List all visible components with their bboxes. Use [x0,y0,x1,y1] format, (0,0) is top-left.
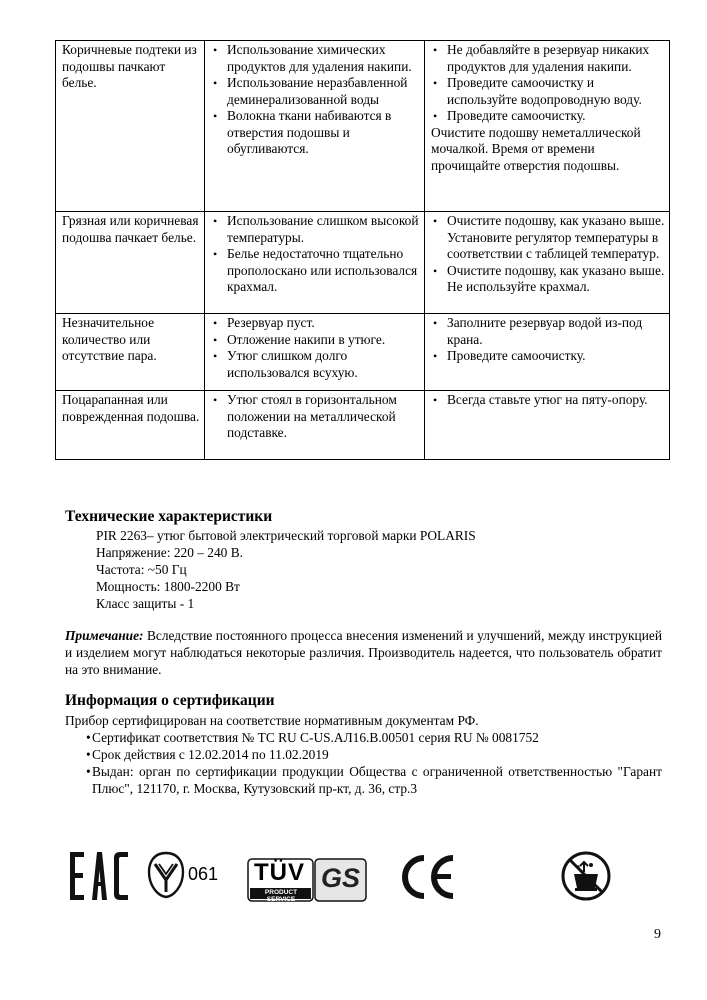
cause-cell [205,41,425,212]
cause-item: • Утюг стоял в горизонтальном положении на металлической подставке. [211,392,420,442]
cause-item: • Резервуар пуст. [211,315,420,332]
eac-logo [70,852,128,900]
solution-item: • Проведите самоочистку и используйте водопроводную воду. [431,75,665,108]
troubleshooting-table [55,40,670,460]
note-paragraph [65,627,662,678]
solution-item: • Очистите подошву, как указано выше. Установите регулятор температуры в соответствии с таблицей температур. [431,213,665,263]
cause-item: • Использование химических продуктов для удаления накипи. [211,42,420,75]
cause-cell [205,391,425,460]
spec-line: Частота: ~50 Гц [96,562,187,577]
tuv-subtext: PRODUCT SERVICE [264,889,298,903]
gs-text: GS [321,863,361,893]
spec-line: PIR 2263– утюг бытовой электрический торговой марки POLARIS [96,528,476,543]
problem-text: Грязная или коричневая подошва пачкает белье. [62,213,199,245]
note-label: Примечание: [65,628,144,643]
table-row [56,314,670,391]
solution-text: Очистите подошву неметаллической мочалкой. Время от времени прочищайте отверстия подошвы. [431,124,641,173]
cause-cell [205,212,425,314]
specs-heading: Технические характеристики [65,508,273,525]
cause-item: • Использование слишком высокой температуры. [211,213,420,246]
certification-heading: Информация о сертификации [65,692,275,709]
certification-list [65,729,662,797]
problem-text: Коричневые подтеки из подошвы пачкают белье. [62,42,197,90]
problem-cell [56,212,205,314]
problem-cell [56,391,205,460]
solution-item: • Не добавляйте в резервуар никаких продуктов для удаления накипи. [431,42,665,75]
certification-item: • Сертификат соответствия № TC RU C-US.АЛ16.В.00501 серия RU № 0081752 [65,729,662,746]
table-row [56,41,670,212]
page-number: 9 [654,927,661,942]
cause-item: • Отложение накипи в утюге. [211,332,420,349]
cause-item: • Использование неразбавленной деминерализованной воды [211,75,420,108]
solution-item: • Проведите самоочистку. [431,348,665,365]
spec-line: Класс защиты - 1 [96,596,195,611]
certification-item: • Срок действия с 12.02.2014 по 11.02.2019 [65,746,662,763]
solution-cell [425,314,670,391]
certification-intro: Прибор сертифицирован на соответствие нормативным документам РФ. [65,713,479,728]
problem-cell [56,314,205,391]
table-row [56,212,670,314]
solution-cell [425,212,670,314]
conformity-code: 061 [188,864,219,884]
cause-cell [205,314,425,391]
cause-item: • Белье недостаточно тщательно прополоскано или использовался крахмал. [211,246,420,296]
disposal-prohibited-icon [560,850,612,902]
note-text: Вследствие постоянного процесса внесения изменений и улучшений, между инструкцией и изделием могут наблюдаться некоторые различия. Производитель надеется, что пользователь обратит на это внимание. [65,628,662,677]
solution-item: • Очистите подошву, как указано выше. Не используйте крахмал. [431,263,665,296]
tuv-text: TÜV [254,859,305,886]
problem-text: Незначительное количество или отсутствие пара. [62,315,157,363]
table-row [56,391,670,460]
solution-item: • Всегда ставьте утюг на пяту-опору. [431,392,665,409]
solution-item: • Заполните резервуар водой из-под крана. [431,315,665,348]
specs-list [96,527,476,612]
problem-text: Поцарапанная или поврежденная подошва. [62,392,200,424]
cause-item: • Утюг слишком долго использовался всухую. [211,348,420,381]
problem-cell [56,41,205,212]
certification-item: • Выдан: орган по сертификации продукции Общества с ограниченной ответственностью "Гарант Плюс", 121170, г. Москва, Кутузовский пр-кт, д. 36, стр.3 [65,763,662,797]
certification-logos [0,840,707,912]
tuv-gs-logo [247,858,367,902]
solution-cell [425,391,670,460]
ce-logo [398,854,456,900]
conformity-mark-icon [146,850,186,900]
spec-line: Напряжение: 220 – 240 В. [96,545,244,560]
solution-item: • Проведите самоочистку. [431,108,665,125]
cause-item: • Волокна ткани набиваются в отверстия подошвы и обугливаются. [211,108,420,158]
spec-line: Мощность: 1800-2200 Вт [96,579,240,594]
solution-cell [425,41,670,212]
